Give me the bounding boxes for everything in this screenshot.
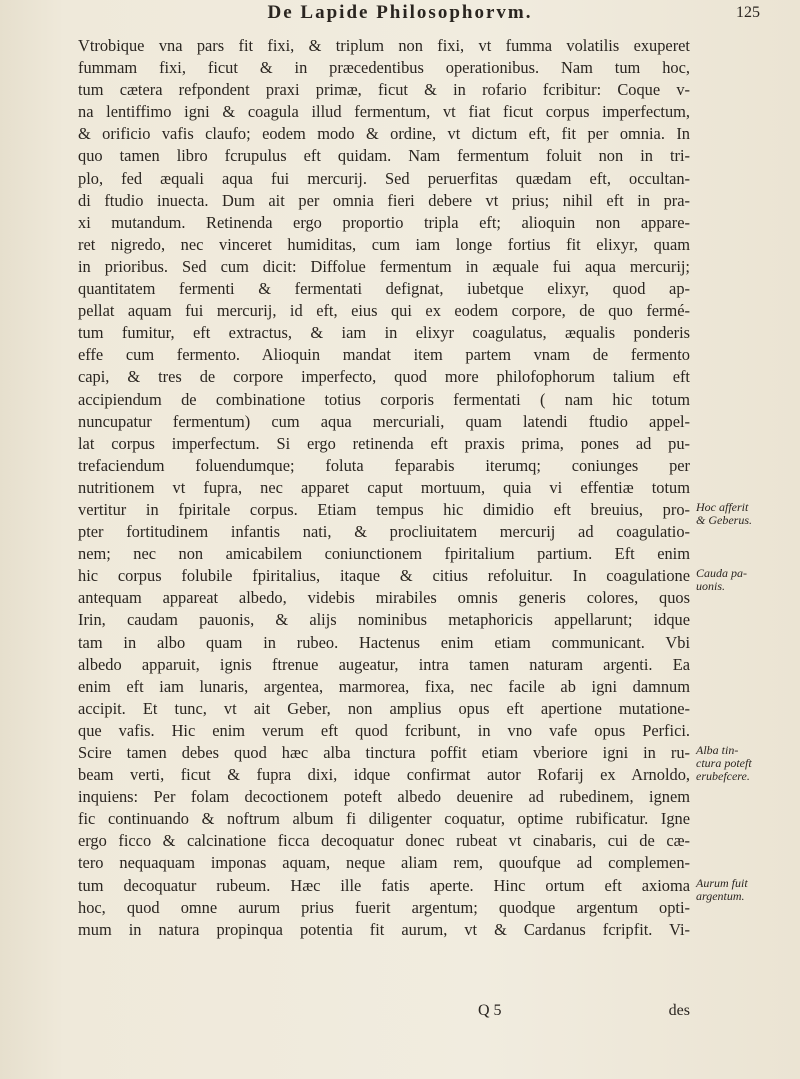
- text-line: effe cum fermento. Alioquin mandat item partem vnam de fermento: [78, 345, 690, 365]
- text-line: beam verti, ficut & fupra dixi, idque confirmat autor Rofarij ex Arnoldo,: [78, 765, 690, 785]
- text-line: plo, fed æquali aqua fui mercurij. Sed peruerfitas quædam eft, occultan-: [78, 168, 690, 188]
- text-line: pter fortitudinem infantis nati, & procliuitatem mercurij ad coagulatio-: [78, 522, 690, 542]
- margin-note: Aurum fuit argentum.: [696, 875, 748, 903]
- text-line: xi mutandum. Retinenda ergo proportio tripla eft; alioquin non appare-: [78, 212, 690, 232]
- text-line: quo tamen libro fcrupulus eft quidam. Nam fermentum foluit non in tri-: [78, 146, 690, 166]
- text-line: accipiendum de combinatione totius corporis fermentati ( nam hic totum: [78, 389, 690, 409]
- text-line: accipit. Et tunc, vt ait Geber, non amplius opus eft apertione mutatione-: [78, 698, 690, 718]
- text-line: Irin, caudam pauonis, & alijs nominibus metaphoricis appellarunt; idque: [78, 610, 690, 630]
- text-line: nem; nec non amicabilem coniunctionem fpiritalium partium. Eft enim: [78, 544, 690, 564]
- margin-note: Cauda pa- uonis.: [696, 566, 747, 594]
- text-line: tum decoquatur rubeum. Hæc ille fatis aperte. Hinc ortum eft axioma: [78, 875, 690, 895]
- text-line: mum in natura propinqua potentia fit aurum, vt & Cardanus fcripfit. Vi-: [78, 919, 690, 939]
- page-footer: [78, 1002, 690, 1026]
- text-line: capi, & tres de corpore imperfecto, quod more philofophorum talium eft: [78, 367, 690, 387]
- text-line: Vtrobique vna pars fit fixi, & triplum non fixi, vt fumma volatilis exuperet: [78, 36, 690, 55]
- text-line: nuncupatur fermentum) cum aqua mercuriali, quam latendi ftudio appel-: [78, 411, 690, 431]
- text-line: que vafis. Hic enim verum eft quod fcribunt, in vno vafe opus Perfici.: [78, 720, 690, 740]
- margin-note: Alba tin- ctura poteft erubefcere.: [696, 743, 752, 784]
- text-line: pellat aquam fui mercurij, id eft, eius qui ex eodem corpore, de quo fermé-: [78, 301, 690, 321]
- page-number: 125: [736, 4, 760, 21]
- text-line: vertitur in fpiritale corpus. Etiam tempus hic dimidio eft breuius, pro-: [78, 499, 690, 519]
- text-line: fic continuando & noftrum album fi diligenter coquatur, optime rubificatur. Igne: [78, 809, 690, 829]
- page-header: [40, 2, 760, 32]
- text-line: albedo apparuit, ignis ftrenue augeatur, intra tamen naturam argenti. Ea: [78, 654, 690, 674]
- text-line: Scire tamen debes quod hæc alba tinctura poffit etiam vberiore igni in ru-: [78, 743, 690, 762]
- text-line: nutritionem vt fupra, nec apparet caput mortuum, quia vi effentiæ totum: [78, 477, 690, 497]
- text-line: ergo ficco & calcinatione ficca decoquatur donec rubeat vt cinabaris, cui de cæ-: [78, 831, 690, 851]
- catchword: des: [668, 1002, 690, 1019]
- text-line: lat corpus imperfectum. Si ergo retinenda eft praxis prima, pones ad pu-: [78, 433, 690, 453]
- text-line: na lentiffimo igni & coagula illud fermentum, vt fiat ficut corpus imperfectum,: [78, 102, 690, 122]
- main-text-block: [78, 35, 690, 941]
- text-line: quantitatem fermenti & fermentati defignat, iubetque elixyr, quod ap-: [78, 279, 690, 299]
- text-line: enim eft iam lunaris, argentea, marmorea, fixa, nec facile ab igni damnum: [78, 676, 690, 696]
- text-line: tero nequaquam imponas aquam, neque aliam rem, quoufque ad complemen-: [78, 853, 690, 873]
- text-line: in prioribus. Sed cum dicit: Diffolue fermentum in æquale fui aqua mercurij;: [78, 256, 690, 276]
- text-line: antequam appareat albedo, videbis mirabiles omnis generis colores, quos: [78, 588, 690, 608]
- signature-mark: Q 5: [478, 1002, 502, 1019]
- text-line: hic corpus folubile fpiritalius, itaque & citius refoluitur. In coagulatione: [78, 566, 690, 586]
- text-line: tam in albo quam in rubeo. Hactenus enim etiam communicant. Vbi: [78, 632, 690, 652]
- text-line: ret nigredo, nec vinceret humiditas, cum iam longe fortius fit elixyr, quam: [78, 234, 690, 254]
- margin-note: Hoc afferit & Geberus.: [696, 500, 752, 528]
- text-line: tum fumitur, eft extractus, & iam in elixyr coagulatus, æqualis ponderis: [78, 323, 690, 343]
- text-line: trefaciendum foluendumque; foluta feparabis iterumq; coniunges per: [78, 455, 690, 475]
- text-line: inquiens: Per folam decoctionem poteft albedo deuenire ad rubedinem, ignem: [78, 787, 690, 807]
- text-line: hoc, quod omne aurum prius fuerit argentum; quodque argentum opti-: [78, 897, 690, 917]
- text-line: di ftudio inuecta. Dum ait per omnia fieri debere vt prius; nihil eft in pra-: [78, 190, 690, 210]
- text-line: fummam fixi, ficut & in præcedentibus operationibus. Nam tum hoc,: [78, 58, 690, 78]
- text-line: tum cætera refpondent praxi primæ, ficut & in rofario fcribitur: Coque v-: [78, 80, 690, 100]
- running-title: De Lapide Philosophorvm.: [267, 2, 533, 23]
- text-line: & orificio vafis claufo; eodem modo & ordine, vt dictum eft, fit per omnia. In: [78, 124, 690, 144]
